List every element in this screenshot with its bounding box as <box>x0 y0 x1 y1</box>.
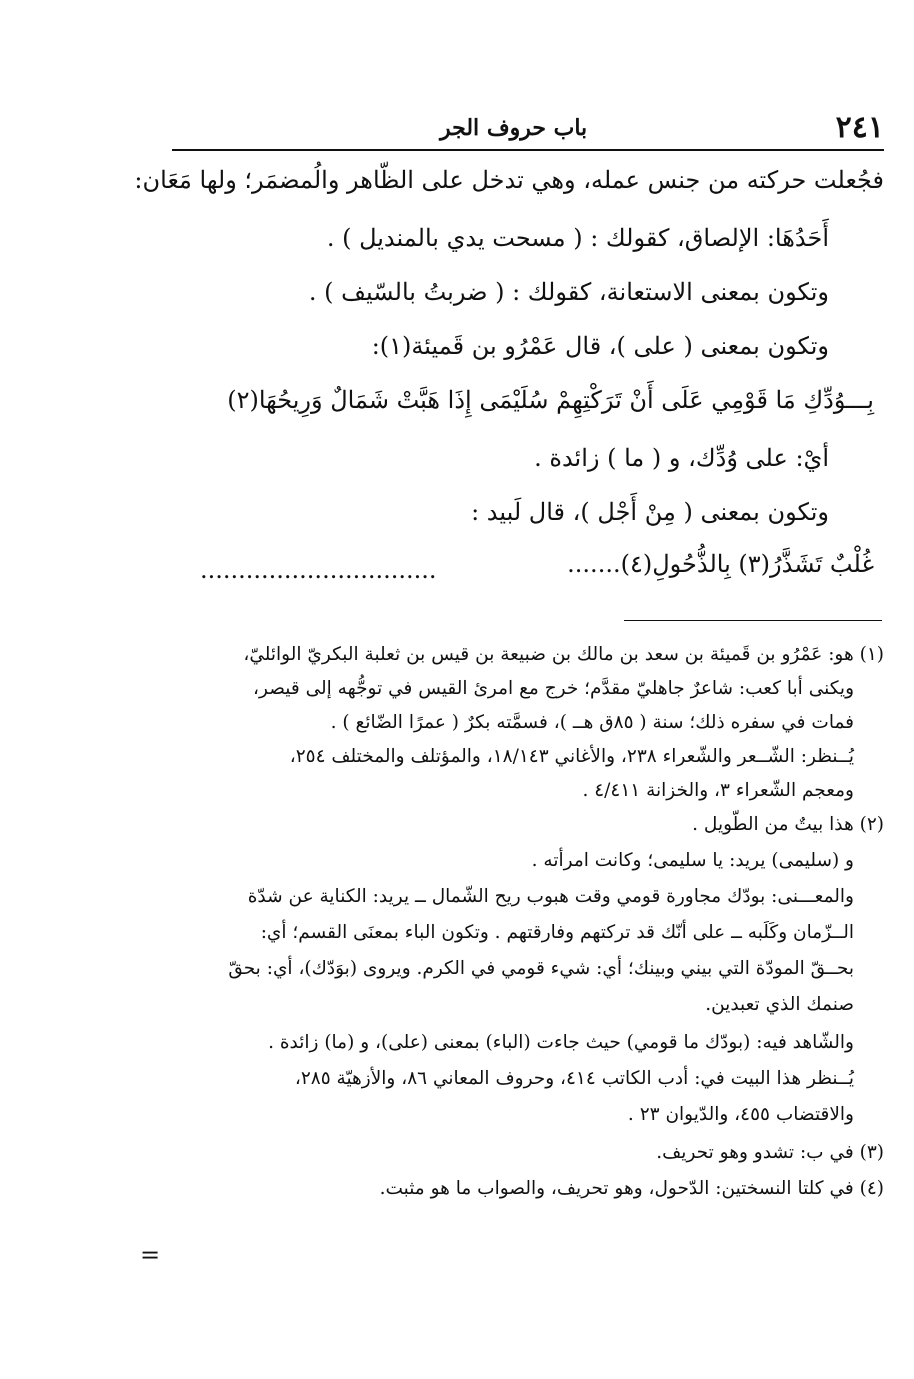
footnote-line: و (سليمى) يريد: يا سليمى؛ وكانت امرأته . <box>531 850 854 871</box>
verse-line: غُلْبٌ تَشَذَّرُ(٣) بِالذُّحُولِ(٤)....... <box>567 550 874 578</box>
page-header <box>172 108 884 148</box>
footnote-rule <box>624 620 882 621</box>
page-number: ٢٤١ <box>835 110 884 145</box>
footnote-line: يُــنظر: الشّــعر والشّعراء ٢٣٨، والأغاني ١٨/١٤٣، والمؤتلف والمختلف ٢٥٤، <box>289 746 854 767</box>
footnote-line: (٣) في ب: تشدو وهو تحريف. <box>656 1142 884 1163</box>
footnote-line: (٢) هذا بيتٌ من الطّويل . <box>692 814 884 835</box>
header-rule <box>172 149 884 151</box>
verse-line: بِـــوُدِّكِ مَا قَوْمِي عَلَى أَنْ تَرَكْتِهِمْ سُلَيْمَى إِذَا هَبَّتْ شَمَالٌ وَرِيحُهَا(٢) <box>227 386 874 414</box>
footnote-line: (٤) في كلتا النسختين: الدّحول، وهو تحريف، والصواب ما هو مثبت. <box>379 1178 884 1199</box>
footnote-line: فمات في سفره ذلك؛ سنة ( ٨٥ق هــ )، فسمَّته بكرٌ ( عمرًا الضّائع ) . <box>330 712 854 733</box>
footnote-line: صنمك الذي تعبدين. <box>705 994 854 1015</box>
footnote-line: ومعجم الشّعراء ٣، والخزانة ٤/٤١١ . <box>582 780 854 801</box>
footnote-line: والشّاهد فيه: (بودّك ما قومي) حيث جاءت (الباء) بمعنى (على)، و (ما) زائدة . <box>268 1032 854 1053</box>
footnote-line: يُــنظر هذا البيت في: أدب الكاتب ٤١٤، وحروف المعاني ٨٦، والأزهيّة ٢٨٥، <box>294 1068 854 1089</box>
footnote-line: والاقتضاب ٤٥٥، والدّيوان ٢٣ . <box>627 1104 854 1125</box>
text-line: وتكون بمعنى الاستعانة، كقولك : ( ضربتُ بالسّيف ) . <box>308 278 829 306</box>
text-line: وتكون بمعنى ( مِنْ أَجْل )، قال لَبيد : <box>471 498 829 526</box>
verse-dots: ............................... <box>200 556 437 584</box>
text-line: أَحَدُهَا: الإلصاق، كقولك : ( مسحت يدي بالمنديل ) . <box>326 224 829 252</box>
footnote-line: بحــقّ المودّة التي بيني وبينك؛ أي: شيء قومي في الكرم. ويروى (بوَدّك)، أي: بحقّ <box>228 958 854 979</box>
footnote-line: الــزّمان وكَلَبه ــ على أنّك قد تركتهم وفارقتهم . وتكون الباء بمعنَى القسم؛ أي: <box>260 922 854 943</box>
text-line: وتكون بمعنى ( على )، قال عَمْرُو بن قَميئة(١): <box>371 332 829 360</box>
text-line: فجُعلت حركته من جنس عمله، وهي تدخل على الظّاهر والُمضمَر؛ ولها مَعَان: <box>134 166 884 194</box>
footnote-line: والمعـــنى: بودّك مجاورة قومي وقت هبوب ريح الشّمال ــ يريد: الكناية عن شدّة <box>247 886 854 907</box>
footnote-line: ويكنى أبا كعب: شاعرٌ جاهليّ مقدَّم؛ خرج مع امرئ القيس في توجُّهه إلى قيصر، <box>253 678 854 699</box>
text-line: أيْ: على وُدِّك، و ( ما ) زائدة . <box>534 444 829 472</box>
footnote-line: (١) هو: عَمْرُو بن قَميئة بن سعد بن مالك بن ضبيعة بن قيس بن ثعلبة البكريّ الوائليّ، <box>243 644 884 665</box>
running-title: باب حروف الجر <box>440 115 588 141</box>
margin-mark: = <box>140 1241 161 1269</box>
